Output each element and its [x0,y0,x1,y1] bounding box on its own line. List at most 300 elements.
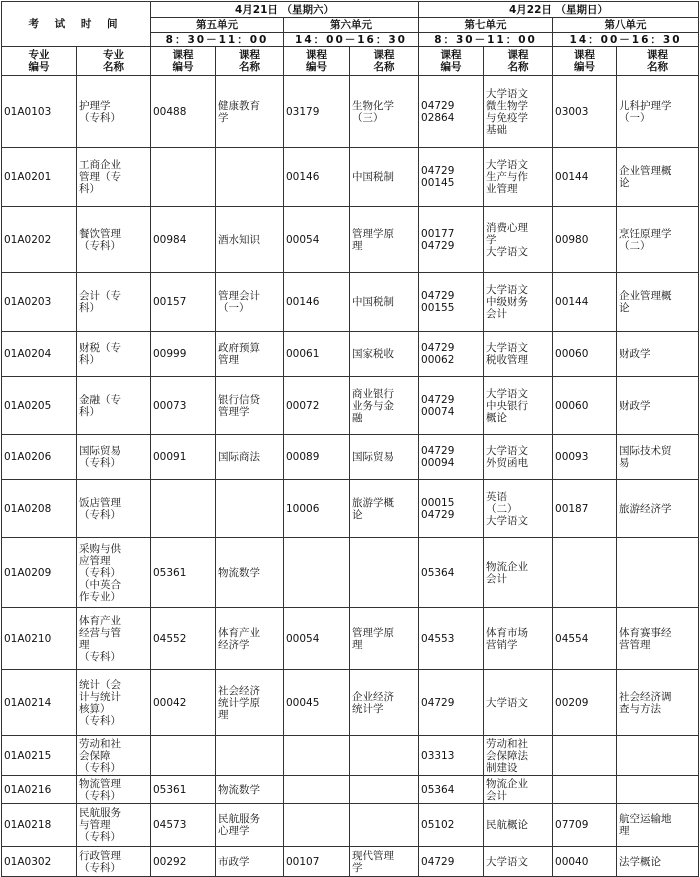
unit8-course-name-cell-text: 儿科护理学 （一） [619,99,672,124]
unit5-course-code-cell-text: 00999 [153,348,187,360]
column-header-major-name: 专业 名称 [77,47,151,76]
major-code-cell [2,847,77,877]
major-name-cell [77,538,151,608]
unit5-course-code-cell-text: 00292 [153,855,187,868]
unit7-course-name-cell-stack [486,220,550,260]
unit8-course-name-cell [617,273,699,332]
unit6-course-name-cell [350,332,419,377]
major-name-cell-text: 饭店管理 （专科） [79,496,121,521]
unit7-course-code-cell-text: 04729 [421,855,455,868]
major-code-cell [2,480,77,538]
unit5-course-name-cell [216,76,284,148]
table-row [2,804,699,847]
unit6-course-code-cell [284,736,350,776]
unit-header-6: 第六单元 [284,18,419,33]
unit5-course-code-cell [151,273,216,332]
unit7-course-code-cell-text: 04729 [421,696,455,709]
major-name-cell-text: 护理学 （专科） [79,99,121,124]
unit7-course-code-cell-second: 00145 [421,177,455,189]
major-code-cell-text: 01A0209 [4,566,52,579]
unit8-course-name-cell [617,148,699,207]
unit8-course-name-cell-text: 财政学 [619,399,651,412]
unit8-course-code-cell [553,608,617,670]
unit8-course-name-cell [617,670,699,736]
major-code-cell-text: 01A0218 [4,819,52,831]
table-row [2,377,699,435]
unit8-course-name-cell-text: 航空运输地 理 [619,813,672,837]
unit5-course-name-cell [216,538,284,608]
major-code-cell [2,76,77,148]
major-code-cell [2,207,77,273]
unit7-course-code-cell [419,377,484,435]
unit7-course-code-cell-stack [421,495,481,523]
major-name-cell [77,377,151,435]
unit8-course-name-cell [617,847,699,877]
unit7-course-name-cell-stack [486,340,550,368]
unit7-course-name-cell [484,207,553,273]
major-name-cell-text: 会计（专 科） [79,290,121,314]
unit8-course-code-cell-text: 00980 [555,233,589,246]
unit5-course-code-cell-text: 04552 [153,632,187,645]
unit5-course-name-cell-text: 物流数学 [218,783,260,796]
major-code-cell-text: 01A0206 [4,451,52,463]
unit7-course-name-cell-first: 大学语文 [486,342,529,354]
unit7-course-code-cell-text: 05364 [421,566,455,579]
unit6-course-code-cell-text: 00045 [286,696,320,709]
table-row [2,148,699,207]
table-row [2,207,699,273]
header-row-columns [2,47,699,76]
unit5-course-name-cell [216,435,284,480]
unit6-course-code-cell-text: 10006 [286,502,320,515]
unit8-course-code-cell [553,76,617,148]
unit5-course-code-cell-text: 05361 [153,783,187,796]
major-name-cell-text: 劳动和社 会保障 （专科） [79,737,121,774]
major-code-cell-text: 01A0302 [4,855,52,868]
major-name-cell-text: 财税（专 科） [79,342,121,366]
unit6-course-code-cell [284,480,350,538]
column-header-course-name: 课程 名称 [484,47,553,76]
major-name-cell-text: 行政管理 （专科） [79,849,121,874]
unit5-course-code-cell-text: 00984 [153,233,187,246]
unit7-course-name-cell-second: 大学语文 [486,514,529,527]
unit8-course-code-cell-text: 00144 [555,171,589,183]
major-code-cell-text: 01A0210 [4,632,52,645]
unit7-course-code-cell [419,804,484,847]
unit6-course-name-cell [350,435,419,480]
unit5-course-code-cell [151,435,216,480]
unit7-course-name-cell-stack [486,443,550,471]
unit7-course-name-cell-first: 大学语文 [486,445,529,457]
unit7-course-name-cell-second: 中级财务 会计 [486,296,529,320]
unit5-course-code-cell-text: 00042 [153,696,187,709]
unit7-course-name-cell [484,736,553,776]
unit6-course-name-cell-text: 生物化学 （三） [352,99,394,124]
unit6-course-code-cell-text: 00061 [286,348,320,360]
unit5-course-name-cell [216,332,284,377]
unit5-course-code-cell-text: 05361 [153,566,187,579]
column-header-course-code: 课程 编号 [284,47,350,76]
table-row [2,76,699,148]
unit8-course-code-cell-text: 00209 [555,696,589,709]
unit7-course-code-cell-stack [421,163,481,191]
unit7-course-name-cell-first: 大学语文 [486,284,529,296]
major-code-cell-text: 01A0204 [4,348,52,360]
unit7-course-name-cell-text: 劳动和社 会保障法 制建设 [486,737,529,774]
unit8-course-code-cell [553,435,617,480]
table-row [2,776,699,804]
unit5-course-name-cell [216,804,284,847]
unit5-course-name-cell [216,148,284,207]
unit6-course-name-cell [350,76,419,148]
unit5-course-code-cell-text: 00091 [153,451,187,463]
unit6-course-name-cell [350,148,419,207]
unit8-course-code-cell-text: 00060 [555,399,589,412]
unit7-course-name-cell-text: 民航概论 [486,819,529,831]
unit7-course-name-cell [484,480,553,538]
header-row-date [2,2,699,18]
unit6-course-code-cell [284,435,350,480]
unit8-course-code-cell [553,377,617,435]
unit6-course-name-cell [350,776,419,804]
unit5-course-name-cell-text: 物流数学 [218,566,260,579]
unit7-course-name-cell [484,776,553,804]
major-code-cell [2,608,77,670]
major-name-cell-text: 物流管理 （专科） [79,777,121,802]
unit7-course-code-cell-stack [421,340,481,368]
major-code-cell-text: 01A0202 [4,233,52,246]
unit8-course-code-cell-text: 00060 [555,348,589,360]
unit6-course-name-cell-text: 管理学原 理 [352,626,394,651]
unit7-course-code-cell-text: 03313 [421,749,455,762]
unit7-course-name-cell-stack [486,86,550,138]
table-row [2,435,699,480]
unit7-course-name-cell-first: 大学语文 [486,87,529,100]
unit7-course-code-cell-second: 00094 [421,457,455,469]
major-code-cell-text: 01A0203 [4,296,52,308]
unit6-course-code-cell [284,76,350,148]
unit8-course-name-cell-text: 企业管理概 论 [619,165,672,189]
unit7-course-code-cell-stack [421,98,481,126]
major-name-cell-text: 金融（专 科） [79,393,121,418]
unit7-course-name-cell-text: 大学语文 [486,855,529,868]
unit6-course-name-cell-text: 旅游学概 论 [352,496,394,521]
column-header-course-code: 课程 编号 [151,47,216,76]
unit5-course-name-cell [216,736,284,776]
unit6-course-name-cell-text: 管理学原 理 [352,227,394,252]
unit7-course-code-cell [419,608,484,670]
major-name-cell [77,435,151,480]
unit8-course-code-cell [553,148,617,207]
major-name-cell [77,273,151,332]
unit7-course-code-cell-text: 04553 [421,632,455,645]
unit5-course-code-cell [151,736,216,776]
unit8-course-name-cell [617,207,699,273]
unit8-course-code-cell-text: 00187 [555,502,589,515]
unit7-course-code-cell [419,538,484,608]
unit8-course-code-cell-text: 00040 [555,855,589,868]
unit7-course-name-cell [484,670,553,736]
unit7-course-name-cell-text: 物流企业 会计 [486,777,529,802]
unit7-course-code-cell-second: 04729 [421,239,455,252]
unit7-course-name-cell-second: 大学语文 [486,245,529,258]
unit6-course-name-cell [350,480,419,538]
major-code-cell [2,804,77,847]
exam-schedule-sheet [1,1,698,877]
unit5-course-name-cell-text: 管理会计 （一） [218,290,260,314]
unit7-course-code-cell-first: 04729 [421,445,455,457]
unit7-course-code-cell-first: 00015 [421,496,455,509]
major-name-cell [77,76,151,148]
unit7-course-code-cell [419,435,484,480]
unit6-course-name-cell [350,736,419,776]
unit6-course-name-cell-text: 企业经济 统计学 [352,690,394,715]
major-code-cell [2,273,77,332]
unit8-course-code-cell [553,332,617,377]
unit6-course-name-cell [350,608,419,670]
major-name-cell [77,804,151,847]
unit7-course-name-cell [484,435,553,480]
unit8-course-name-cell-text: 旅游经济学 [619,502,672,515]
unit8-course-name-cell [617,377,699,435]
major-code-cell [2,332,77,377]
unit6-course-name-cell-text: 国家税收 [352,348,394,360]
table-row [2,273,699,332]
unit5-course-code-cell [151,76,216,148]
unit7-course-name-cell-first: 英语 （二） [486,490,518,515]
unit5-course-code-cell [151,207,216,273]
unit8-course-name-cell [617,776,699,804]
major-name-cell [77,670,151,736]
unit7-course-code-cell-stack [421,226,481,254]
unit6-course-code-cell-text: 00054 [286,233,320,246]
unit6-course-name-cell-text: 商业银行 业务与金 融 [352,387,394,424]
unit7-course-name-cell-second: 生产与作 业管理 [486,171,529,195]
column-header-major-code: 专业 编号 [2,47,77,76]
unit7-course-code-cell [419,480,484,538]
unit5-course-name-cell [216,273,284,332]
unit5-course-code-cell [151,148,216,207]
unit7-course-code-cell-first: 04729 [421,290,455,302]
unit6-course-name-cell-text: 中国税制 [352,296,394,308]
unit7-course-code-cell-first: 00177 [421,227,455,240]
unit5-course-name-cell [216,776,284,804]
major-name-cell-text: 国际贸易 （专科） [79,445,121,469]
major-code-cell-text: 01A0216 [4,783,52,796]
major-code-cell-text: 01A0205 [4,399,52,412]
major-code-cell [2,538,77,608]
unit7-course-name-cell-second: 中央银行 概论 [486,399,529,424]
unit8-course-code-cell [553,207,617,273]
table-row [2,332,699,377]
table-row [2,538,699,608]
unit6-course-code-cell [284,804,350,847]
column-header-course-code: 课程 编号 [419,47,484,76]
table-row [2,670,699,736]
unit7-course-name-cell-first: 消费心理 学 [486,221,529,246]
unit5-course-code-cell [151,670,216,736]
unit7-course-name-cell-second: 外贸函电 [486,457,529,469]
major-name-cell [77,332,151,377]
unit6-course-code-cell-text: 00089 [286,451,320,463]
exam-schedule-table [1,1,699,877]
major-name-cell [77,608,151,670]
table-row [2,847,699,877]
unit6-course-name-cell [350,670,419,736]
unit6-course-code-cell-text: 00146 [286,171,320,183]
unit7-course-name-cell [484,377,553,435]
unit7-course-code-cell-second: 02864 [421,111,455,124]
unit8-course-code-cell-text: 03003 [555,105,589,118]
unit8-course-name-cell [617,736,699,776]
unit8-course-code-cell [553,670,617,736]
column-header-course-name: 课程 名称 [350,47,419,76]
exam-time-header: 考 试 时 间 [2,2,151,47]
schedule-body [2,2,699,877]
major-code-cell [2,736,77,776]
unit7-course-name-cell-stack [486,489,550,529]
unit7-course-code-cell-stack [421,288,481,316]
unit7-course-code-cell-stack [421,392,481,420]
unit7-course-code-cell [419,273,484,332]
unit7-course-code-cell-first: 04729 [421,342,455,354]
unit5-course-name-cell [216,670,284,736]
unit8-course-name-cell [617,76,699,148]
major-name-cell [77,776,151,804]
unit5-course-name-cell-text: 健康教育 学 [218,99,260,124]
major-code-cell [2,148,77,207]
unit7-course-code-cell [419,776,484,804]
unit6-course-code-cell [284,847,350,877]
unit5-course-code-cell-text: 04573 [153,819,187,831]
unit6-course-name-cell [350,377,419,435]
unit-header-8: 第八单元 [553,18,699,33]
major-code-cell [2,435,77,480]
unit6-course-code-cell-text: 00146 [286,296,320,308]
unit6-course-code-cell-text: 00072 [286,399,320,412]
unit5-course-name-cell [216,377,284,435]
time-header-5: 8：30－11：00 [151,33,284,47]
column-header-course-name: 课程 名称 [216,47,284,76]
unit7-course-name-cell [484,538,553,608]
major-code-cell-text: 01A0215 [4,749,52,762]
unit7-course-name-cell [484,273,553,332]
unit8-course-name-cell-text: 国际技术贸 易 [619,445,672,469]
unit8-course-code-cell-text: 07709 [555,819,589,831]
major-name-cell [77,148,151,207]
major-code-cell-text: 01A0214 [4,696,52,709]
unit8-course-name-cell [617,538,699,608]
unit5-course-code-cell [151,608,216,670]
unit7-course-name-cell-second: 微生物学 与免疫学 基础 [486,99,529,136]
unit5-course-code-cell [151,847,216,877]
unit8-course-code-cell [553,480,617,538]
unit7-course-name-cell-second: 税收管理 [486,354,529,366]
major-name-cell-text: 采购与供 应管理 （专科） （中英合 作专业） [79,542,121,603]
major-name-cell-text: 体育产业 经营与管 理 （专科） [79,614,121,663]
unit7-course-name-cell [484,847,553,877]
unit-header-5: 第五单元 [151,18,284,33]
unit6-course-name-cell-text: 国际贸易 [352,451,394,463]
unit7-course-name-cell-stack [486,157,550,197]
major-code-cell-text: 01A0103 [4,105,52,118]
unit7-course-name-cell [484,804,553,847]
table-row [2,480,699,538]
major-name-cell-text: 工商企业 管理（专 科） [79,159,121,195]
unit7-course-code-cell [419,76,484,148]
unit7-course-name-cell-text: 物流企业 会计 [486,560,529,585]
major-name-cell [77,847,151,877]
unit6-course-name-cell [350,804,419,847]
time-header-7: 8：30－11：00 [419,33,553,47]
unit8-course-code-cell-text: 04554 [555,632,589,645]
unit5-course-code-cell-text: 00073 [153,399,187,412]
date-header-day2: 4月22日 （星期日） [419,2,699,18]
unit8-course-code-cell [553,538,617,608]
time-header-8: 14：00－16：30 [553,33,699,47]
unit7-course-name-cell [484,148,553,207]
unit8-course-name-cell-text: 体育赛事经 营管理 [619,626,672,651]
unit7-course-name-cell [484,76,553,148]
unit5-course-name-cell-text: 社会经济 统计学原 理 [218,684,260,721]
unit5-course-code-cell-text: 00488 [153,105,187,118]
unit7-course-name-cell [484,608,553,670]
column-header-course-code: 课程 编号 [553,47,617,76]
unit8-course-name-cell [617,608,699,670]
unit6-course-code-cell [284,538,350,608]
unit7-course-code-cell-first: 04729 [421,165,455,177]
unit8-course-name-cell-text: 财政学 [619,348,651,360]
unit5-course-name-cell-text: 酒水知识 [218,233,260,246]
unit8-course-code-cell [553,273,617,332]
unit5-course-name-cell-text: 体育产业 经济学 [218,626,260,651]
unit6-course-code-cell [284,207,350,273]
unit8-course-code-cell-text: 00093 [555,451,589,463]
unit5-course-name-cell [216,847,284,877]
major-name-cell [77,480,151,538]
unit6-course-name-cell-text: 现代管理 学 [352,849,394,874]
major-name-cell [77,736,151,776]
unit7-course-code-cell-second: 00062 [421,354,455,366]
unit8-course-name-cell [617,480,699,538]
unit8-course-name-cell [617,435,699,480]
unit7-course-code-cell [419,847,484,877]
unit8-course-code-cell [553,847,617,877]
unit5-course-name-cell [216,608,284,670]
unit6-course-code-cell-text: 00054 [286,632,320,645]
major-code-cell [2,670,77,736]
date-header-day1: 4月21日 （星期六） [151,2,419,18]
major-code-cell-text: 01A0208 [4,502,52,515]
time-header-6: 14：00－16：30 [284,33,419,47]
unit7-course-name-cell-text: 大学语文 [486,696,529,709]
major-name-cell [77,207,151,273]
unit8-course-name-cell-text: 法学概论 [619,855,662,868]
unit5-course-code-cell [151,332,216,377]
unit-header-7: 第七单元 [419,18,553,33]
unit8-course-code-cell [553,776,617,804]
unit7-course-code-cell [419,207,484,273]
unit6-course-name-cell [350,538,419,608]
unit5-course-code-cell [151,538,216,608]
unit5-course-name-cell [216,207,284,273]
unit7-course-name-cell-first: 大学语文 [486,387,529,400]
unit8-course-code-cell [553,804,617,847]
unit5-course-code-cell [151,377,216,435]
unit6-course-name-cell [350,273,419,332]
unit6-course-name-cell [350,207,419,273]
unit7-course-code-cell [419,148,484,207]
